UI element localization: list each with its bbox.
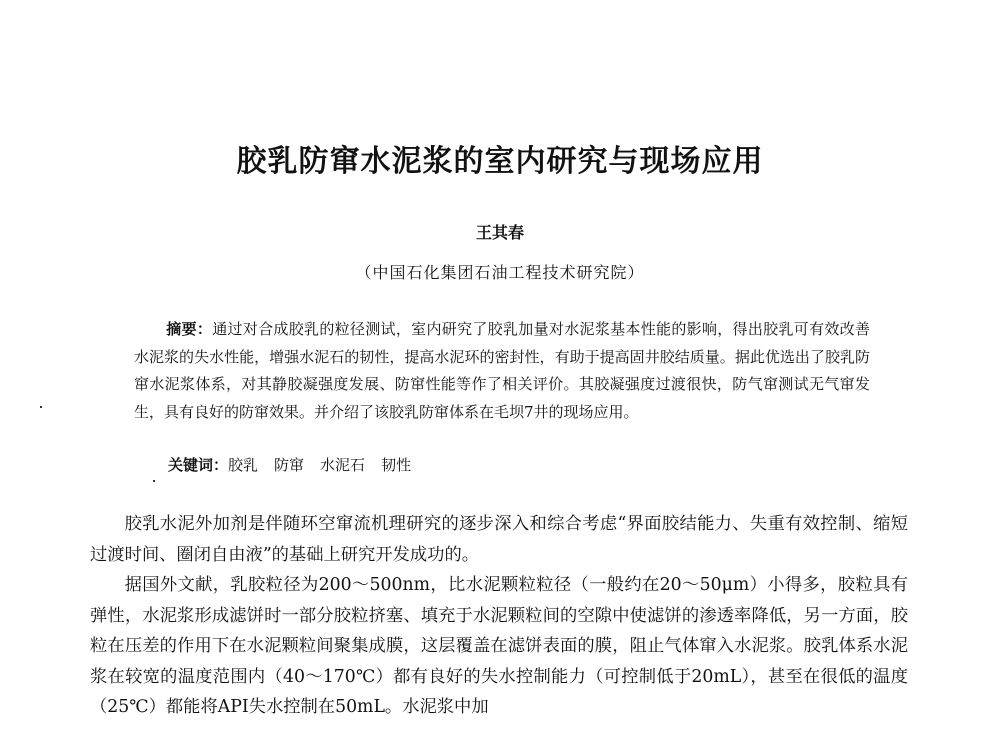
body-paragraph: 据国外文献，乳胶粒径为200～500nm，比水泥颗粒粒径（一般约在20～50μm）小得多，胶粒具有弹性，水泥浆形成滤饼时一部分胶粒挤塞、填充于水泥颗粒间的空隙中使滤饼的渗透率降低，另一方面，胶粒在压差的作用下在水泥颗粒间聚集成膜，这层覆盖在滤饼表面的膜，阻止气体窜入水泥浆。胶乳体系水泥浆在较宽的温度范围内（40～170℃）都有良好的失水控制能力（可控制低于20mL），甚至在很低的温度（25℃）都能将API失水控制在50mL。水泥浆中加	[90, 575, 908, 717]
abstract-text: 通过对合成胶乳的粒径测试，室内研究了胶乳加量对水泥浆基本性能的影响，得出胶乳可有效改善水泥浆的失水性能，增强水泥石的韧性，提高水泥环的密封性，有助于提高固井胶结质量。据此优选出了胶乳防窜水泥浆体系，对其静胶凝强度发展、防窜性能等作了相关评价。其胶凝强度过渡很快，防气窜测试无气窜发生，具有良好的防窜效果。并介绍了该胶乳防窜体系在毛坝7井的现场应用。	[134, 320, 870, 421]
author-affiliation: （中国石化集团石油工程技术研究院）	[355, 263, 645, 282]
keywords-line	[168, 454, 427, 476]
body-text	[90, 509, 908, 723]
body-paragraph: 胶乳水泥外加剂是伴随环空窜流机理研究的逐步深入和综合考虑“界面胶结能力、失重有效控制、缩短过渡时间、圈闭自由液”的基础上研究开发成功的。	[90, 514, 908, 565]
abstract-block	[134, 316, 870, 426]
scan-speck	[153, 480, 155, 482]
keywords-label: 关键词：	[168, 456, 229, 474]
author-name: 王其春	[475, 223, 524, 242]
keyword-item: 韧性	[381, 456, 412, 474]
keyword-item: 防窜	[274, 456, 305, 474]
keyword-item: 胶乳	[228, 456, 259, 474]
paper-title: 胶乳防窜水泥浆的室内研究与现场应用	[236, 144, 764, 179]
keyword-item: 水泥石	[320, 456, 366, 474]
abstract-label: 摘要：	[166, 320, 213, 338]
scan-speck	[40, 406, 42, 408]
